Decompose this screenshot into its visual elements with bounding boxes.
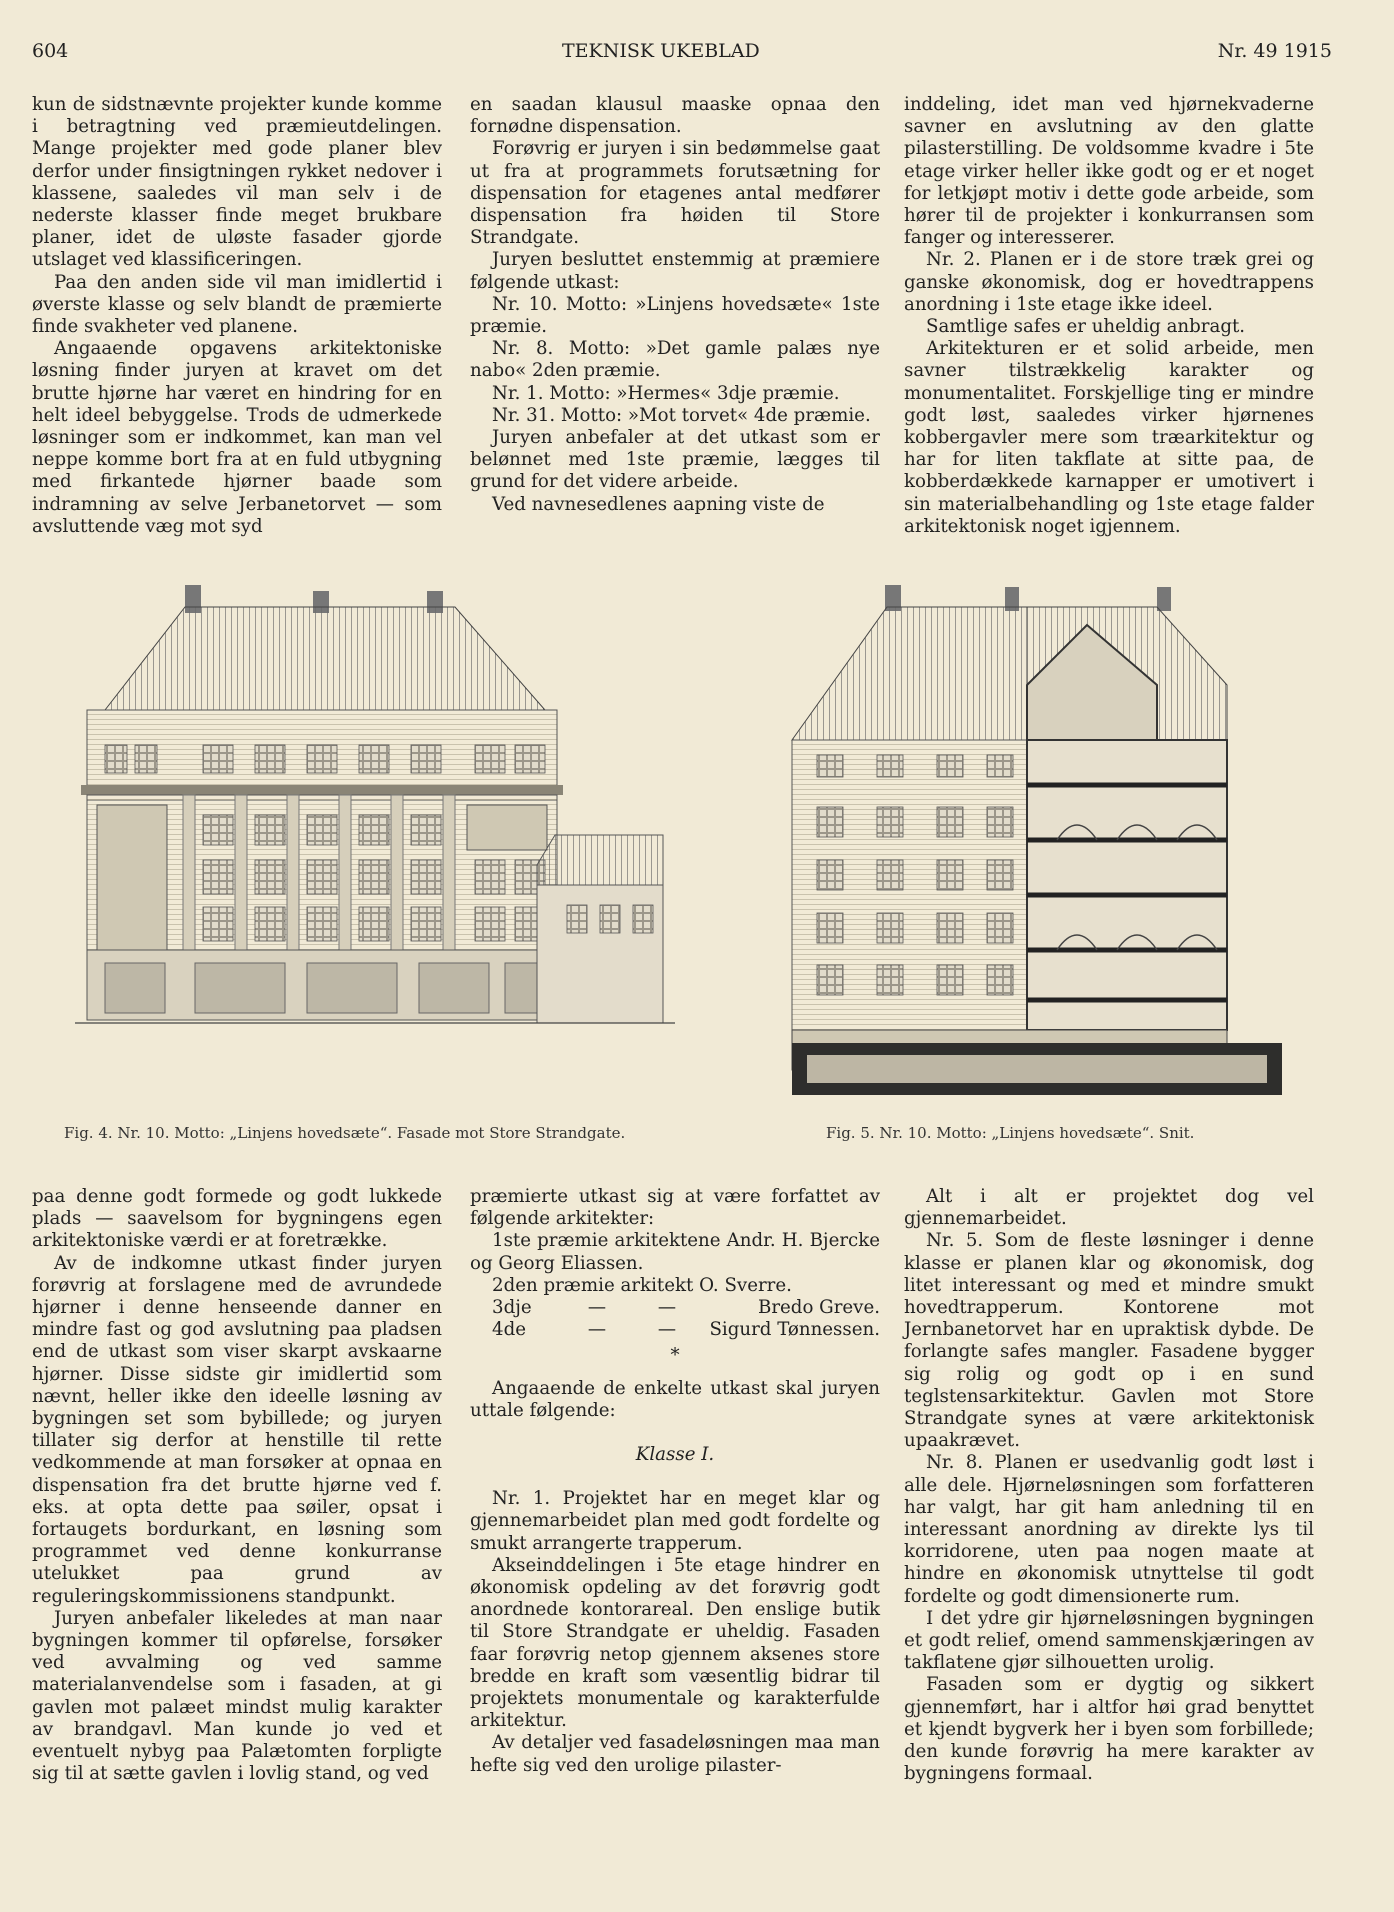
class-heading: Klasse I.: [635, 1444, 715, 1466]
bottom-column-1: [32, 1186, 442, 1785]
paragraph: Alt i alt er projektet dog vel gjennemarbeidet.: [904, 1186, 1314, 1230]
page-number: 604: [32, 40, 69, 62]
running-header: [32, 40, 1332, 68]
paragraph: Nr. 1. Motto: »Hermes« 3dje præmie.: [492, 382, 840, 404]
issue-number: Nr. 49 1915: [1217, 40, 1332, 62]
paragraph: Nr. 10. Motto: »Linjens hovedsæte« 1ste præmie.: [470, 293, 880, 338]
paragraph: Paa den anden side vil man imidlertid i øverste klasse og selv blandt de præmierte finde svakheter ved planene.: [32, 271, 442, 338]
paragraph: Ved navnesedlenes aapning viste de: [492, 493, 825, 515]
paragraph: Fasaden som er dygtig og sikkert gjennemført, har i altfor høi grad benyttet et kjendt bygverk her i byen som forbillede; den kunde forøvrig ha mere karakter av bygningens formaal.: [904, 1674, 1314, 1785]
journal-title: TEKNISK UKEBLAD: [562, 40, 760, 62]
paragraph: Forøvrig er juryen i sin bedømmelse gaat ut fra at programmets forutsætning for dispensation for etagenes antal medfører dispensation fra høiden til Store Strandgate.: [470, 138, 880, 249]
paragraph: 2den præmie arkitekt O. Sverre.: [492, 1274, 792, 1296]
fig4-caption: Fig. 4. Nr. 10. Motto: „Linjens hovedsæte“. Fasade mot Store Strandgate.: [64, 1124, 626, 1142]
paragraph: 1ste præmie arkitektene Andr. H. Bjercke og Georg Eliassen.: [470, 1230, 880, 1274]
paragraph: Samtlige safes er uheldig anbragt.: [926, 316, 1246, 338]
paragraph: Akseinddelingen i 5te etage hindrer en økonomisk opdeling av det forøvrig godt anordnede kontorareal. Den enslige butik til Store Strandgate er uheldig. Fasaden faar forøvrig netop gjennem aksenes store bredde en kraft som væsentlig bidrar til projektets monumentale og karakterfulde arkitektur.: [470, 1554, 880, 1732]
paragraph: Av detaljer ved fasadeløsningen maa man hefte sig ved den urolige pilaster-: [470, 1732, 880, 1776]
paragraph: en saadan klausul maaske opnaa den fornødne dispensation.: [470, 94, 880, 138]
top-column-3: [904, 94, 1314, 538]
paragraph: Angaaende opgavens arkitektoniske løsning finder juryen at kravet om det brutte hjørne har været en hindring for en helt ideel bebyggelse. Trods de udmerkede løsninger som er indkommet, kan man vel neppe komme bort fra at en fuld utbygning med firkantede hjørner baade som indramning av selve Jerbanetorvet — som avsluttende væg mot syd: [32, 338, 442, 537]
paragraph: Juryen anbefaler at det utkast som er belønnet med 1ste præmie, lægges til grund for det videre arbeide.: [470, 427, 880, 493]
paragraph: Nr. 5. Som de fleste løsninger i denne klasse er planen klar og økonomisk, dog litet interessant og med et mindre smukt hovedtrapperum. Kontorene mot Jernbanetorvet har en upraktisk dybde. De forlangte safes mangler. Fasadene bygger sig rolig og godt op i en sund teglstensarkitektur. Gavlen mot Store Strandgate synes at være arkitektonisk upaakrævet.: [904, 1230, 1314, 1452]
top-column-2: [470, 94, 880, 516]
fig5-section-drawing: [787, 585, 1287, 1095]
bottom-column-3: [904, 1186, 1314, 1785]
section-star: *: [670, 1345, 680, 1367]
fourth-prize-row: 4de — — Sigurd Tønnessen.: [492, 1319, 880, 1341]
paragraph: Av de indkomne utkast finder juryen forøvrig at forslagene med de avrundede hjørner i denne henseende danner en mindre fast og god avslutning paa pladsen end de utkast som viser skarpt avskaarne hjørner. Disse sidste gir imidlertid som nævnt, heller ikke den ideelle løsning av bygningen set som bybillede; og juryen tillater sig derfor at henstille til rette vedkommende at man forsøker at opnaa en dispensation fra det brutte hjørne ved f. eks. at opta dette paa søiler, opsat i fortaugets bordurkant, en løsning som programmet ved denne konkurranse utelukket paa grund av reguleringskommissionens standpunkt.: [32, 1252, 442, 1607]
paragraph: inddeling, idet man ved hjørnekvaderne savner en avslutning av den glatte pilasterstilling. De voldsomme kvadre i 5te etage virker heller ikke godt og er et noget for letkjøpt motiv i dette gode arbeide, som hører til de projekter i konkurransen som fanger og interesserer.: [904, 94, 1314, 249]
paragraph: Nr. 31. Motto: »Mot torvet« 4de præmie.: [492, 404, 871, 426]
paragraph: Nr. 8. Motto: »Det gamle palæs nye nabo« 2den præmie.: [470, 338, 880, 382]
paragraph: paa denne godt formede og godt lukkede plads — saavelsom for bygningens egen arkitektoniske værdi er at foretrække.: [32, 1186, 442, 1252]
paragraph: Juryen besluttet enstemmig at præmiere følgende utkast:: [470, 249, 880, 293]
paragraph: Arkitekturen er et solid arbeide, men savner tilstrækkelig karakter og monumentalitet. Forskjellige ting er mindre godt løst, saaledes virker hjørnenes kobbergavler mere som træarkitektur og har for liten takflate at sitte paa, de kobberdækkede karnapper er umotivert i sin materialbehandling og 1ste etage falder arkitektonisk noget igjennem.: [904, 338, 1314, 537]
paragraph: I det ydre gir hjørneløsningen bygningen et godt relief, omend sammenskjæringen av takflatene gjør silhouetten urolig.: [904, 1607, 1314, 1674]
paragraph: præmierte utkast sig at være forfattet av følgende arkitekter:: [470, 1186, 880, 1230]
fig4-facade-drawing: [75, 585, 675, 1030]
paragraph: Angaaende de enkelte utkast skal juryen uttale følgende:: [470, 1377, 880, 1421]
paragraph: Nr. 2. Planen er i de store træk grei og ganske økonomisk, dog er hovedtrappens anordning i 1ste etage ikke ideel.: [904, 249, 1314, 315]
paragraph: Juryen anbefaler likeledes at man naar bygningen kommer til opførelse, forsøker ved avvalming og ved samme materialanvendelse som i fasaden, at gi gavlen mot palæet mindst mulig karakter av brandgavl. Man kunde jo ved et eventuelt nybyg paa Palætomten forpligte sig til at sætte gavlen i lovlig stand, og ved: [32, 1607, 442, 1785]
paragraph: Nr. 8. Planen er usedvanlig godt løst i alle dele. Hjørneløsningen som forfatteren har valgt, har git ham anledning til en interessant anordning av direkte lys til korridorene, uten paa nogen maate at hindre en økonomisk utnyttelse til godt fordelte og godt dimensionerte rum.: [904, 1452, 1314, 1607]
third-prize-row: 3dje — — Bredo Greve.: [492, 1297, 880, 1319]
fig5-caption: Fig. 5. Nr. 10. Motto: „Linjens hovedsæte“. Snit.: [826, 1124, 1195, 1142]
top-column-1: [32, 94, 442, 538]
bottom-column-2: [470, 1186, 880, 1777]
paragraph: kun de sidstnævnte projekter kunde komme i betragtning ved præmieutdelingen. Mange projekter med gode planer blev derfor under finsigtningen rykket nedover i klassene, saaledes vil man selv i de nederste klasser finde meget brukbare planer, idet de uløste fasader gjorde utslaget ved klassificeringen.: [32, 94, 442, 271]
paragraph: Nr. 1. Projektet har en meget klar og gjennemarbeidet plan med godt fordelte og smukt arrangerte trapperum.: [470, 1488, 880, 1554]
